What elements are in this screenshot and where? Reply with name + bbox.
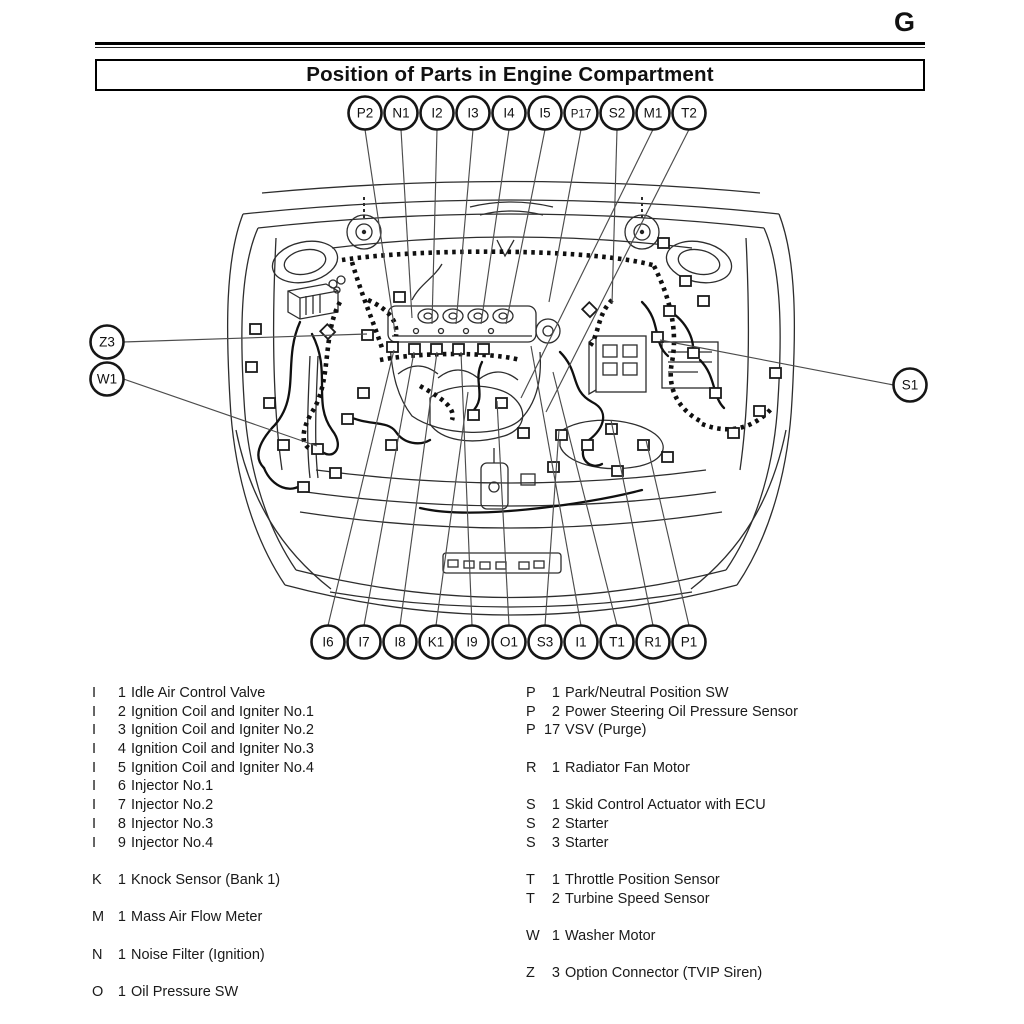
legend-spacer bbox=[92, 964, 314, 983]
legend-number: 1 bbox=[551, 797, 560, 814]
legend-description: Radiator Fan Motor bbox=[565, 759, 690, 776]
legend-letter: T bbox=[526, 871, 535, 888]
legend-description: Ignition Coil and Igniter No.2 bbox=[131, 722, 314, 739]
legend-letter: S bbox=[526, 797, 536, 814]
callout-P2 bbox=[349, 97, 382, 130]
legend-number: 1 bbox=[117, 685, 126, 701]
legend-spacer bbox=[526, 777, 798, 796]
legend-spacer bbox=[526, 908, 798, 927]
legend-description: Option Connector (TVIP Siren) bbox=[565, 965, 763, 982]
legend-letter: T bbox=[526, 890, 535, 907]
legend-description: Park/Neutral Position SW bbox=[565, 685, 729, 701]
legend-letter: N bbox=[92, 946, 103, 963]
legend-number: 1 bbox=[551, 871, 560, 888]
callout-I7 bbox=[348, 626, 381, 659]
legend-description: Turbine Speed Sensor bbox=[565, 890, 710, 907]
legend-letter: P bbox=[526, 685, 536, 701]
legend-description: Noise Filter (Ignition) bbox=[131, 946, 265, 963]
legend-letter: I bbox=[92, 741, 97, 758]
callout-M1 bbox=[637, 97, 670, 130]
legend-number: 5 bbox=[117, 759, 126, 776]
legend-description: Starter bbox=[565, 815, 609, 832]
legend-row bbox=[92, 759, 314, 778]
callout-label: I7 bbox=[358, 634, 370, 650]
legend-description: Idle Air Control Valve bbox=[131, 685, 266, 701]
callout-label: O1 bbox=[499, 634, 519, 650]
callout-label: S3 bbox=[536, 634, 554, 650]
callout-label: I2 bbox=[431, 105, 443, 121]
legend-letter: I bbox=[92, 797, 97, 814]
leader-line-N1 bbox=[401, 130, 412, 319]
legend-description: Injector No.1 bbox=[131, 778, 214, 795]
legend-column-right bbox=[526, 684, 798, 983]
legend-row bbox=[92, 796, 314, 815]
leader-line-I7 bbox=[364, 352, 414, 626]
callout-I6 bbox=[312, 626, 345, 659]
callout-label: I9 bbox=[466, 634, 478, 650]
legend-description: Knock Sensor (Bank 1) bbox=[131, 871, 281, 888]
legend-spacer bbox=[526, 852, 798, 871]
legend-number: 1 bbox=[117, 946, 126, 963]
callout-label: K1 bbox=[427, 634, 445, 650]
legend-row bbox=[92, 946, 314, 965]
legend-row bbox=[526, 871, 798, 890]
callout-T1 bbox=[601, 626, 634, 659]
callout-I1 bbox=[565, 626, 598, 659]
callout-S2 bbox=[601, 97, 634, 130]
callout-I5 bbox=[529, 97, 562, 130]
legend-number: 3 bbox=[551, 965, 560, 982]
legend-letter: S bbox=[526, 815, 536, 832]
legend-letter: I bbox=[92, 685, 97, 701]
callout-I3 bbox=[457, 97, 490, 130]
callout-label: T2 bbox=[681, 105, 697, 121]
callout-I4 bbox=[493, 97, 526, 130]
legend-description: Injector No.4 bbox=[131, 834, 214, 851]
callout-R1 bbox=[637, 626, 670, 659]
legend-row bbox=[92, 703, 314, 722]
legend-number: 2 bbox=[551, 703, 560, 720]
legend-description: Ignition Coil and Igniter No.3 bbox=[131, 741, 314, 758]
legend-description: Throttle Position Sensor bbox=[565, 871, 720, 888]
legend-letter: Z bbox=[526, 965, 535, 982]
callout-label: I5 bbox=[539, 105, 551, 121]
callout-W1 bbox=[91, 363, 124, 396]
legend-letter: I bbox=[92, 722, 97, 739]
legend-description: Starter bbox=[565, 834, 609, 851]
leader-line-I3 bbox=[456, 130, 473, 325]
legend-number: 8 bbox=[117, 815, 126, 832]
legend-number: 1 bbox=[551, 759, 560, 776]
legend-row bbox=[92, 871, 314, 890]
legend-description: Washer Motor bbox=[565, 927, 656, 944]
legend-row bbox=[92, 721, 314, 740]
page-title: Position of Parts in Engine Compartment bbox=[306, 63, 714, 86]
legend-row bbox=[526, 815, 798, 834]
leader-line-K1 bbox=[436, 392, 468, 626]
leader-line-I8 bbox=[400, 352, 437, 626]
callouts bbox=[91, 97, 927, 659]
legend-description: Skid Control Actuator with ECU bbox=[565, 797, 766, 814]
legend-number: 9 bbox=[117, 834, 126, 851]
callout-P1 bbox=[673, 626, 706, 659]
legend-letter: I bbox=[92, 778, 97, 795]
callout-label: P1 bbox=[680, 634, 698, 650]
legend-letter: K bbox=[92, 871, 102, 888]
legend-spacer bbox=[92, 852, 314, 871]
legend-spacer bbox=[92, 890, 314, 909]
legend-description: Power Steering Oil Pressure Sensor bbox=[565, 703, 798, 720]
callout-label: P17 bbox=[570, 108, 592, 121]
legend-letter: P bbox=[526, 703, 536, 720]
callout-label: I8 bbox=[394, 634, 406, 650]
page-corner-letter: G bbox=[894, 7, 916, 37]
leader-line-I9 bbox=[461, 352, 472, 626]
callout-label: I1 bbox=[575, 634, 587, 650]
legend-letter: M bbox=[92, 909, 105, 926]
legend-row bbox=[92, 834, 314, 853]
legend-description: Ignition Coil and Igniter No.1 bbox=[131, 703, 314, 720]
legend-row bbox=[526, 834, 798, 853]
legend-letter: I bbox=[92, 815, 97, 832]
legend-row bbox=[92, 684, 314, 703]
legend-spacer bbox=[526, 946, 798, 965]
leader-line-I5 bbox=[506, 130, 545, 325]
callout-P17 bbox=[565, 97, 598, 130]
legend-row bbox=[92, 815, 314, 834]
legend-row bbox=[526, 721, 798, 740]
legend-row bbox=[526, 796, 798, 815]
legend-description: Injector No.3 bbox=[131, 815, 214, 832]
legend-column-left bbox=[92, 684, 314, 1002]
callout-label: R1 bbox=[644, 634, 662, 650]
legend-row bbox=[526, 759, 798, 778]
legend-description: Oil Pressure SW bbox=[131, 984, 239, 1000]
legend-number: 6 bbox=[117, 778, 126, 795]
legend-row bbox=[92, 983, 314, 1002]
callout-I8 bbox=[384, 626, 417, 659]
legend-row bbox=[526, 927, 798, 946]
callout-S3 bbox=[529, 626, 562, 659]
legend-number: 17 bbox=[544, 722, 561, 739]
legend-number: 2 bbox=[117, 703, 126, 720]
legend-number: 1 bbox=[551, 685, 560, 701]
callout-Z3 bbox=[91, 326, 124, 359]
legend-number: 3 bbox=[551, 834, 560, 851]
leader-line-I1 bbox=[531, 346, 581, 626]
legend-row bbox=[526, 684, 798, 703]
legend-letter: P bbox=[526, 722, 536, 739]
legend-number: 1 bbox=[551, 927, 560, 944]
callout-label: Z3 bbox=[99, 334, 115, 350]
legend-letter: O bbox=[92, 984, 104, 1000]
legend-letter: I bbox=[92, 703, 97, 720]
legend-spacer bbox=[526, 740, 798, 759]
legend-letter: I bbox=[92, 759, 97, 776]
callout-N1 bbox=[385, 97, 418, 130]
callout-label: P2 bbox=[356, 105, 374, 121]
legend-number: 7 bbox=[117, 797, 126, 814]
legend-description: Ignition Coil and Igniter No.4 bbox=[131, 759, 314, 776]
legend-letter: I bbox=[92, 834, 97, 851]
legend-number: 3 bbox=[117, 722, 126, 739]
callout-label: W1 bbox=[96, 371, 118, 387]
legend-row bbox=[92, 908, 314, 927]
callout-label: M1 bbox=[643, 105, 663, 121]
callout-I2 bbox=[421, 97, 454, 130]
legend-description: VSV (Purge) bbox=[565, 722, 647, 739]
leader-line-M1 bbox=[521, 130, 653, 399]
callout-label: I3 bbox=[467, 105, 479, 121]
callout-K1 bbox=[420, 626, 453, 659]
callout-label: N1 bbox=[392, 105, 410, 121]
callout-label: T1 bbox=[609, 634, 625, 650]
legend-number: 1 bbox=[117, 871, 126, 888]
legend-spacer bbox=[92, 927, 314, 946]
leader-line-I4 bbox=[481, 130, 509, 325]
callout-S1 bbox=[894, 369, 927, 402]
legend-letter: S bbox=[526, 834, 536, 851]
callout-O1 bbox=[493, 626, 526, 659]
legend-row bbox=[92, 777, 314, 796]
legend-row bbox=[526, 964, 798, 983]
legend-number: 2 bbox=[551, 890, 560, 907]
legend-letter: W bbox=[526, 927, 540, 944]
legend-row bbox=[92, 740, 314, 759]
legend-description: Injector No.2 bbox=[131, 797, 214, 814]
leader-line-P17 bbox=[549, 130, 581, 303]
callout-label: I4 bbox=[503, 105, 515, 121]
legend-number: 4 bbox=[117, 741, 126, 758]
callout-label: S1 bbox=[901, 377, 919, 393]
wiring-harness-dotted bbox=[304, 252, 772, 451]
legend-letter: R bbox=[526, 759, 537, 776]
callout-T2 bbox=[673, 97, 706, 130]
legend-number: 1 bbox=[117, 909, 126, 926]
callout-label: S2 bbox=[608, 105, 626, 121]
legend-description: Mass Air Flow Meter bbox=[131, 909, 263, 926]
callout-I9 bbox=[456, 626, 489, 659]
legend-row bbox=[526, 703, 798, 722]
legend-row bbox=[526, 890, 798, 909]
leader-line-I2 bbox=[432, 130, 437, 325]
leader-line-W1 bbox=[124, 379, 318, 446]
legend-number: 2 bbox=[551, 815, 560, 832]
legend-number: 1 bbox=[117, 984, 126, 1000]
callout-label: I6 bbox=[322, 634, 334, 650]
